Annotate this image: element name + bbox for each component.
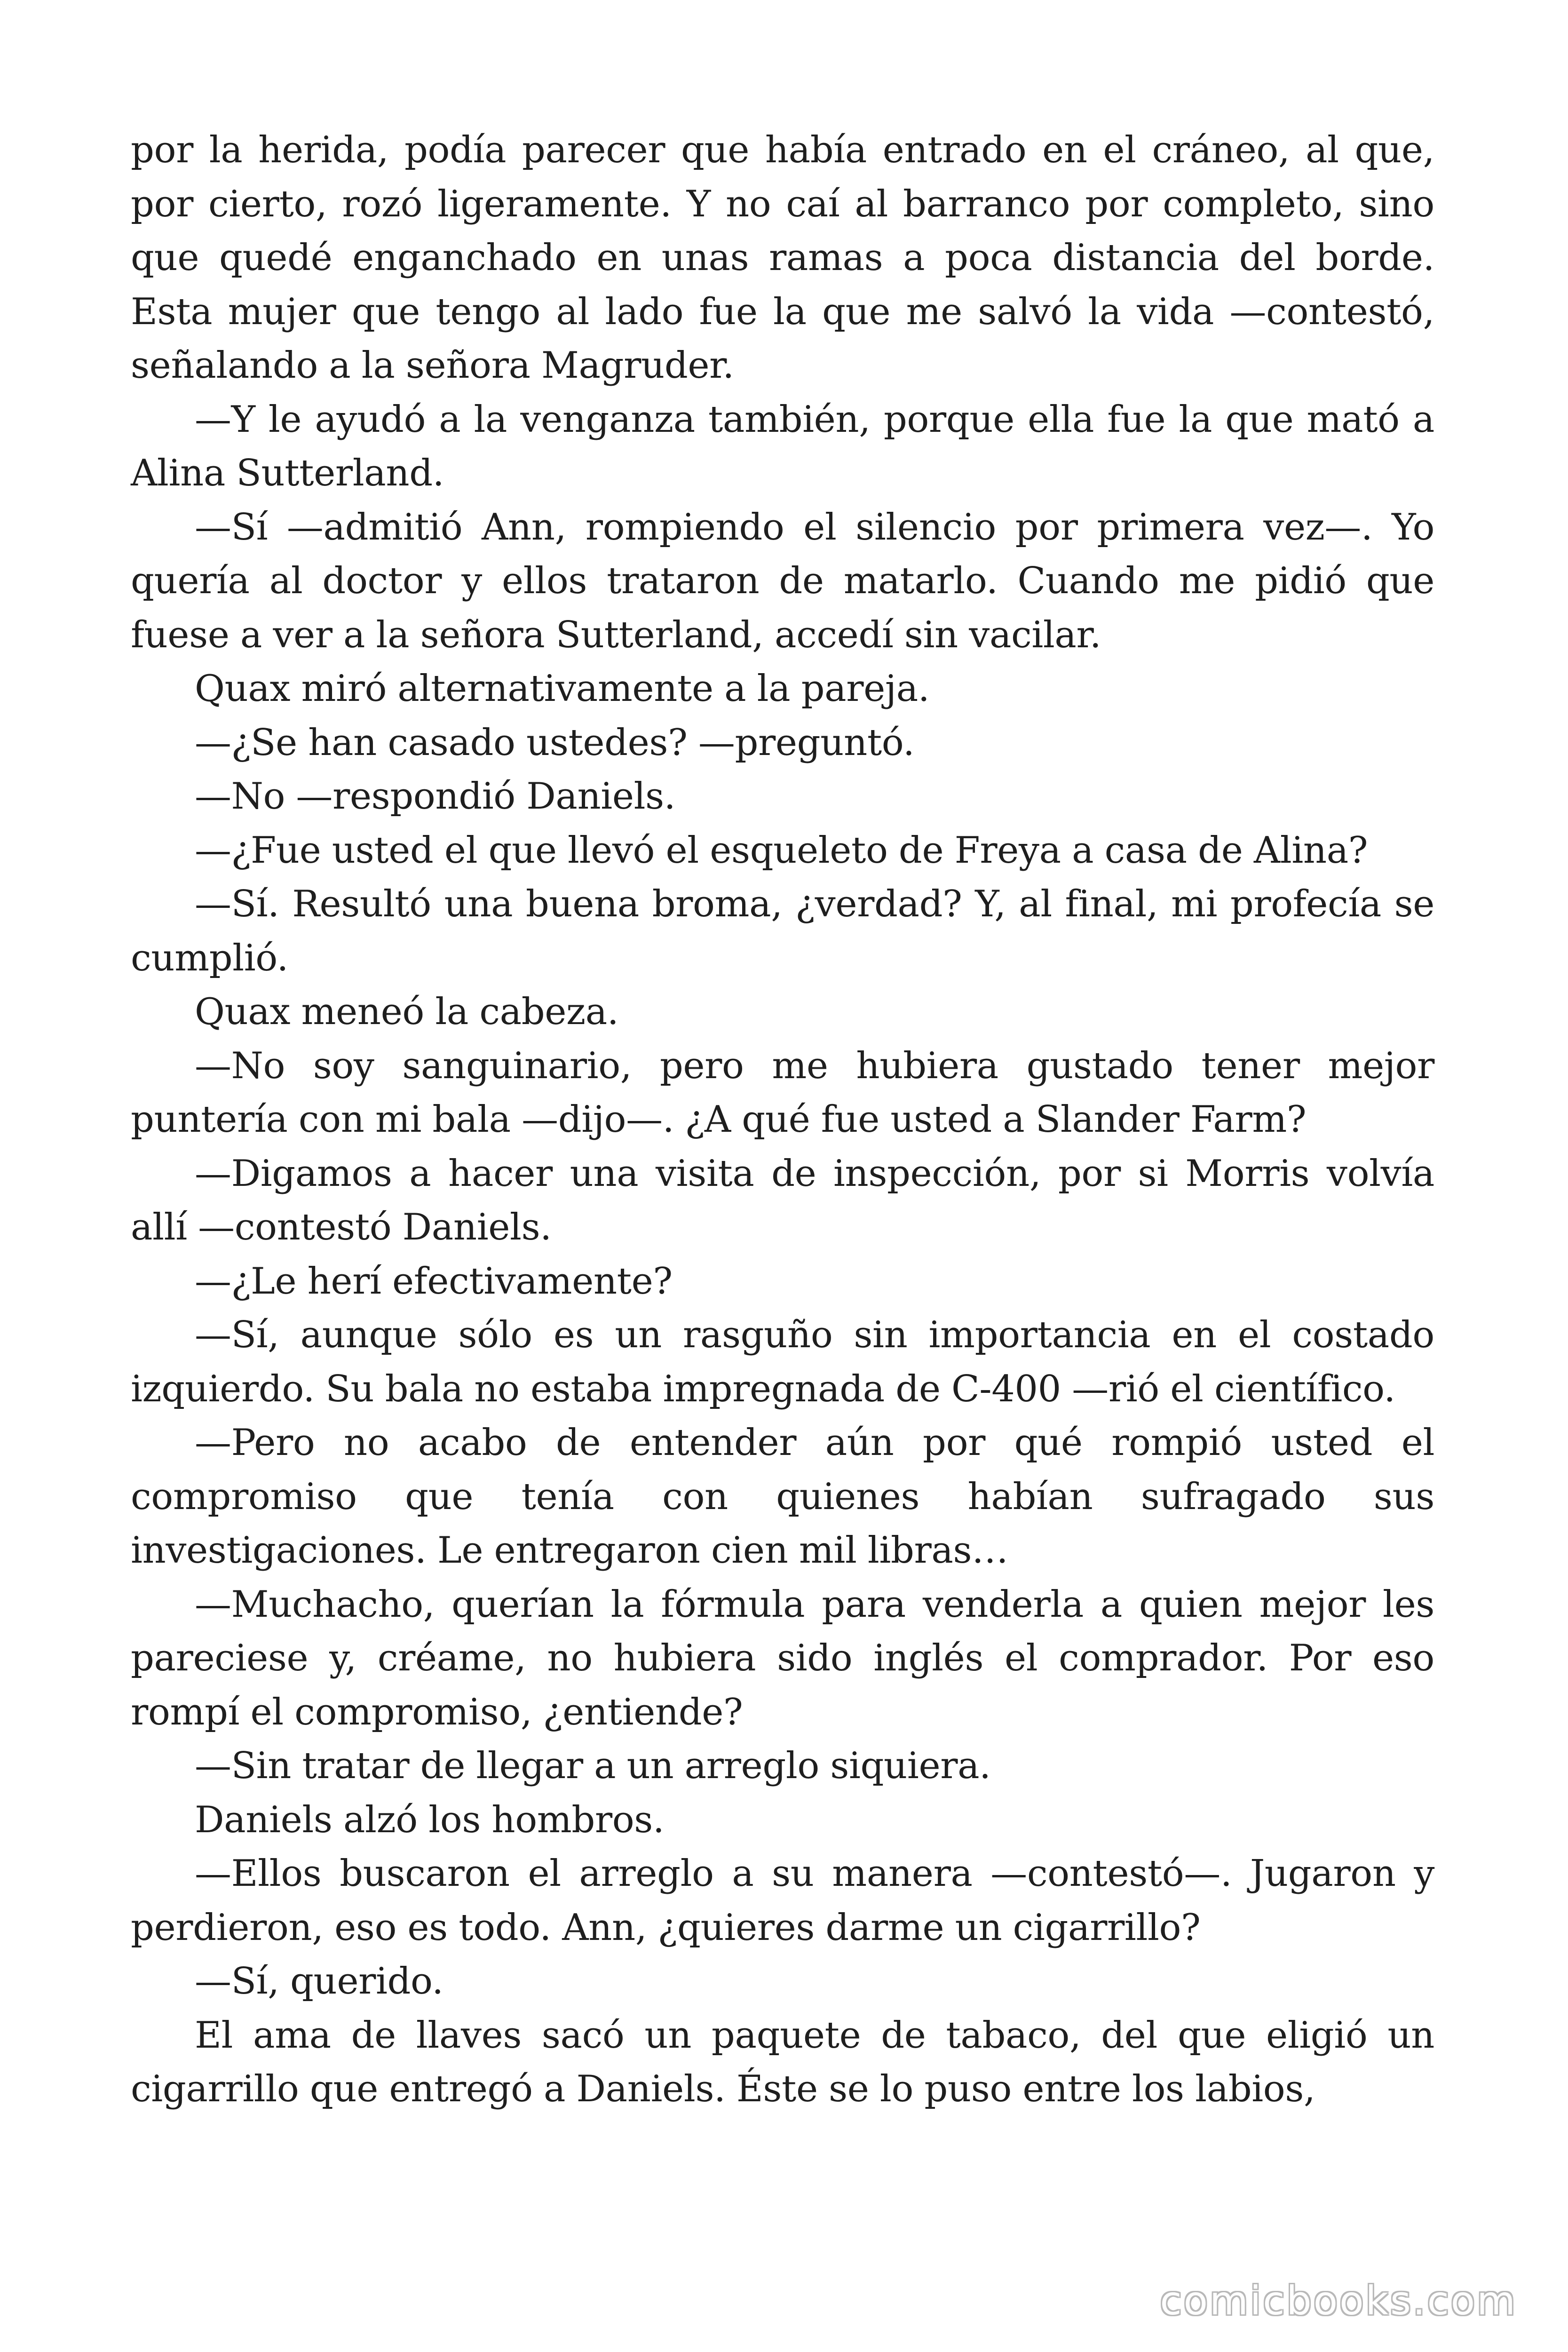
paragraph: —¿Se han casado ustedes? —preguntó. xyxy=(195,721,915,764)
paragraph: El ama de llaves sacó un paquete de tabaco, del que eligió un cigarrillo que entregó a Daniels. Éste se lo puso entre los labios, xyxy=(131,2014,1434,2110)
paragraph: —Sí —admitió Ann, rompiendo el silencio por primera vez—. Yo quería al doctor y ellos trataron de matarlo. Cuando me pidió que fuese a ver a la señora Sutterland, accedí sin vacilar. xyxy=(131,506,1434,656)
paragraph: —No soy sanguinario, pero me hubiera gustado tener mejor puntería con mi bala —dijo—. ¿A qué fue usted a Slander Farm? xyxy=(131,1044,1434,1141)
paragraph: —No —respondió Daniels. xyxy=(195,775,676,818)
watermark: comicbooks.com xyxy=(1160,2278,1517,2324)
paragraph: Daniels alzó los hombros. xyxy=(195,1798,665,1841)
paragraph: —Sí, querido. xyxy=(195,1960,443,2002)
paragraph: —Sí. Resultó una buena broma, ¿verdad? Y, al final, mi profecía se cumplió. xyxy=(131,883,1434,979)
paragraph: —Pero no acabo de entender aún por qué rompió usted el compromiso que tenía con quienes habían sufragado sus investigaciones. Le entregaron cien mil libras… xyxy=(131,1422,1434,1572)
paragraph: por la herida, podía parecer que había entrado en el cráneo, al que, por cierto, rozó ligeramente. Y no caí al barranco por completo, sino que quedé enganchado en unas ramas a poca distancia del borde. Esta mujer que tengo al lado fue la que me salvó la vida —contestó, señalando a la señora Magruder. xyxy=(131,129,1434,387)
paragraph: —Sí, aunque sólo es un rasguño sin importancia en el costado izquierdo. Su bala no estaba impregnada de C-400 —rió el científico. xyxy=(131,1314,1434,1410)
paragraph: —¿Le herí efectivamente? xyxy=(195,1260,673,1303)
paragraph: —¿Fue usted el que llevó el esqueleto de Freya a casa de Alina? xyxy=(195,829,1368,872)
paragraph: —Sin tratar de llegar a un arreglo siquiera. xyxy=(195,1745,991,1787)
paragraph: —Digamos a hacer una visita de inspección, por si Morris volvía allí —contestó Daniels. xyxy=(131,1152,1434,1248)
paragraph: Quax miró alternativamente a la pareja. xyxy=(195,667,930,710)
paragraph: —Ellos buscaron el arreglo a su manera —contestó—. Jugaron y perdieron, eso es todo. Ann, ¿quieres darme un cigarrillo? xyxy=(131,1852,1434,1949)
paragraph: Quax meneó la cabeza. xyxy=(195,991,619,1033)
paragraph: —Y le ayudó a la venganza también, porque ella fue la que mató a Alina Sutterland. xyxy=(131,398,1434,494)
page-body xyxy=(131,123,1434,2116)
paragraph: —Muchacho, querían la fórmula para venderla a quien mejor les pareciese y, créame, no hubiera sido inglés el comprador. Por eso rompí el compromiso, ¿entiende? xyxy=(131,1583,1434,1733)
